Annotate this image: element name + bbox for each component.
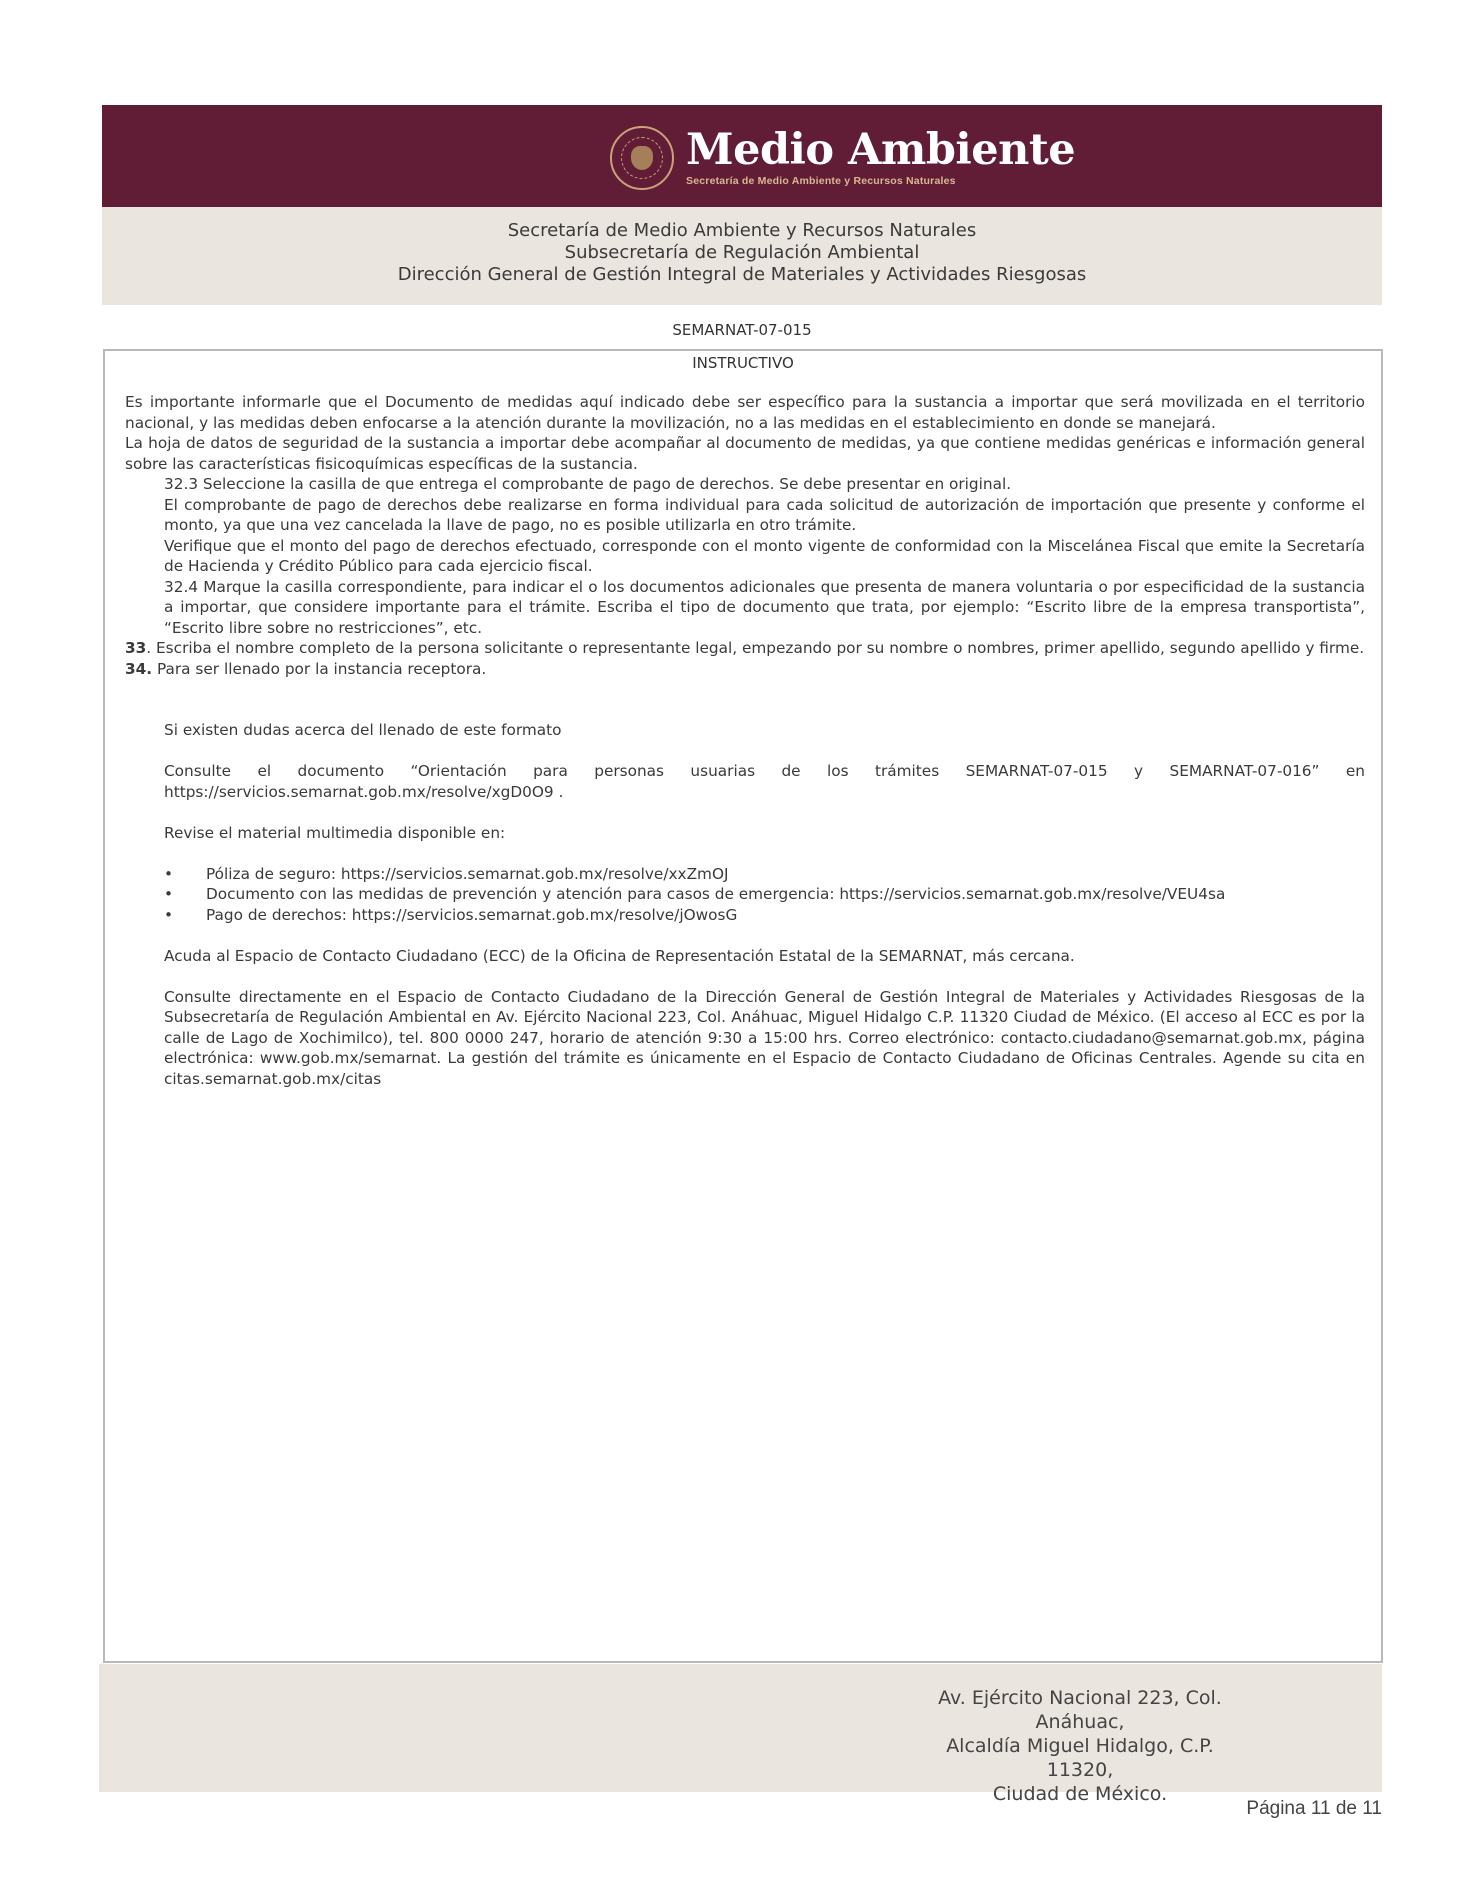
page-number: Página 11 de 11 <box>1246 1798 1382 1819</box>
help-ecc: Acuda al Espacio de Contacto Ciudadano (ECC) de la Oficina de Representación Estatal de la SEMARNAT, más cercana. <box>164 946 1075 965</box>
list-item-text: Pago de derechos: https://servicios.semarnat.gob.mx/resolve/jOwosG <box>206 905 738 924</box>
help-multimedia: Revise el material multimedia disponible en: <box>164 823 506 842</box>
section-title: INSTRUCTIVO <box>692 354 794 372</box>
list-item <box>125 905 1365 926</box>
header-banner <box>102 105 1382 207</box>
paragraph-payment-verify: Verifique que el monto del pago de derechos efectuado, corresponde con el monto vigente de conformidad con la Miscelánea Fiscal que emite la Secretaría de Hacienda y Crédito Público para cada ejercicio fiscal. <box>164 536 1365 575</box>
semarnat-logo <box>610 125 1075 191</box>
help-consult-document: Consulte el documento “Orientación para personas usuarias de los trámites SEMARNAT-07-015 y SEMARNAT-07-016” en https://servicios.semarnat.gob.mx/resolve/xgD0O9 . <box>164 762 1365 801</box>
item-34-number: 34. <box>125 659 153 678</box>
paragraph-safety-sheet: La hoja de datos de seguridad de la sustancia a importar debe acompañar al documento de medidas, ya que contiene medidas genéricas e información general sobre las características fisicoquímicas específicas de la sustancia. <box>125 434 1365 473</box>
list-item <box>125 864 1365 885</box>
logo-subtitle: Secretaría de Medio Ambiente y Recursos Naturales <box>686 175 956 188</box>
organization-header <box>102 207 1382 305</box>
paragraph-payment-individual: El comprobante de pago de derechos debe realizarse en forma individual para cada solicitud de autorización de importación que presente y conforme el monto, ya que una vez cancelada la llave de pago, no es posible utilizarla en otro trámite. <box>164 495 1365 534</box>
address-line: Av. Ejército Nacional 223, Col. Anáhuac, <box>938 1687 1222 1733</box>
bullet-icon: • <box>164 885 174 903</box>
org-line-direccion: Dirección General de Gestión Integral de Materiales y Actividades Riesgosas <box>397 264 1087 285</box>
item-34 <box>125 659 1365 680</box>
list-item <box>125 884 1365 905</box>
help-intro: Si existen dudas acerca del llenado de este formato <box>164 721 562 739</box>
org-line-subsecretaria: Subsecretaría de Regulación Ambiental <box>564 242 920 263</box>
address-line: Ciudad de México. <box>992 1783 1168 1805</box>
footer-address <box>935 1686 1225 1806</box>
footer-banner <box>99 1664 1382 1805</box>
instructions-body <box>125 392 1365 1089</box>
paragraph-32-3: 32.3 Seleccione la casilla de que entrega el comprobante de pago de derechos. Se debe presentar en original. <box>164 475 1012 493</box>
help-direct-contact: Consulte directamente en el Espacio de Contacto Ciudadano de la Dirección General de Gestión Integral de Materiales y Actividades Riesgosas de la Subsecretaría de Regulación Ambiental en Av. Ejército Nacional 223, Col. Anáhuac, Miguel Hidalgo C.P. 11320 Ciudad de México. (El acceso al ECC es por la calle de Lago de Xochimilco), tel. 800 0000 247, horario de atención 9:30 a 15:00 hrs. Correo electrónico: contacto.ciudadano@semarnat.gob.mx, página electrónica: www.gob.mx/semarnat. La gestión del trámite es únicamente en el Espacio de Contacto Ciudadano de Oficinas Centrales. Agende su cita en citas.semarnat.gob.mx/citas <box>164 987 1365 1088</box>
bullet-icon: • <box>164 905 174 924</box>
address-line: Alcaldía Miguel Hidalgo, C.P. 11320, <box>946 1735 1214 1781</box>
item-33-number: 33 <box>125 639 147 657</box>
list-item-text: Documento con las medidas de prevención y atención para casos de emergencia: https://servicios.semarnat.gob.mx/resolve/VEU4sa <box>206 885 1226 903</box>
document-code: SEMARNAT-07-015 <box>672 321 812 339</box>
org-line-secretaria: Secretaría de Medio Ambiente y Recursos Naturales <box>507 220 977 241</box>
item-33 <box>125 638 1365 659</box>
item-33-text: . Escriba el nombre completo de la persona solicitante o representante legal, empezando por su nombre o nombres, primer apellido, segundo apellido y firme. <box>146 639 1365 657</box>
national-seal-icon <box>610 126 674 190</box>
help-section <box>125 720 1365 1089</box>
logo-title: Medio Ambiente <box>686 125 1076 176</box>
multimedia-list <box>125 864 1365 926</box>
instructions-box <box>103 349 1383 1663</box>
bullet-icon: • <box>164 864 174 883</box>
list-item-text: Póliza de seguro: https://servicios.semarnat.gob.mx/resolve/xxZmOJ <box>206 864 729 883</box>
paragraph-document-measures: Es importante informarle que el Documento de medidas aquí indicado debe ser específico para la sustancia a importar que será movilizada en el territorio nacional, y las medidas deben enfocarse a la atención durante la movilización, no a las medidas en el establecimiento en donde se manejará. <box>125 393 1365 432</box>
item-34-text: Para ser llenado por la instancia receptora. <box>152 659 487 678</box>
paragraph-32-4: 32.4 Marque la casilla correspondiente, para indicar el o los documentos adicionales que presenta de manera voluntaria o por especificidad de la sustancia a importar, que considere importante para el trámite. Escriba el tipo de documento que trata, por ejemplo: “Escrito libre de la empresa transportista”, “Escrito libre sobre no restricciones”, etc. <box>164 577 1365 637</box>
